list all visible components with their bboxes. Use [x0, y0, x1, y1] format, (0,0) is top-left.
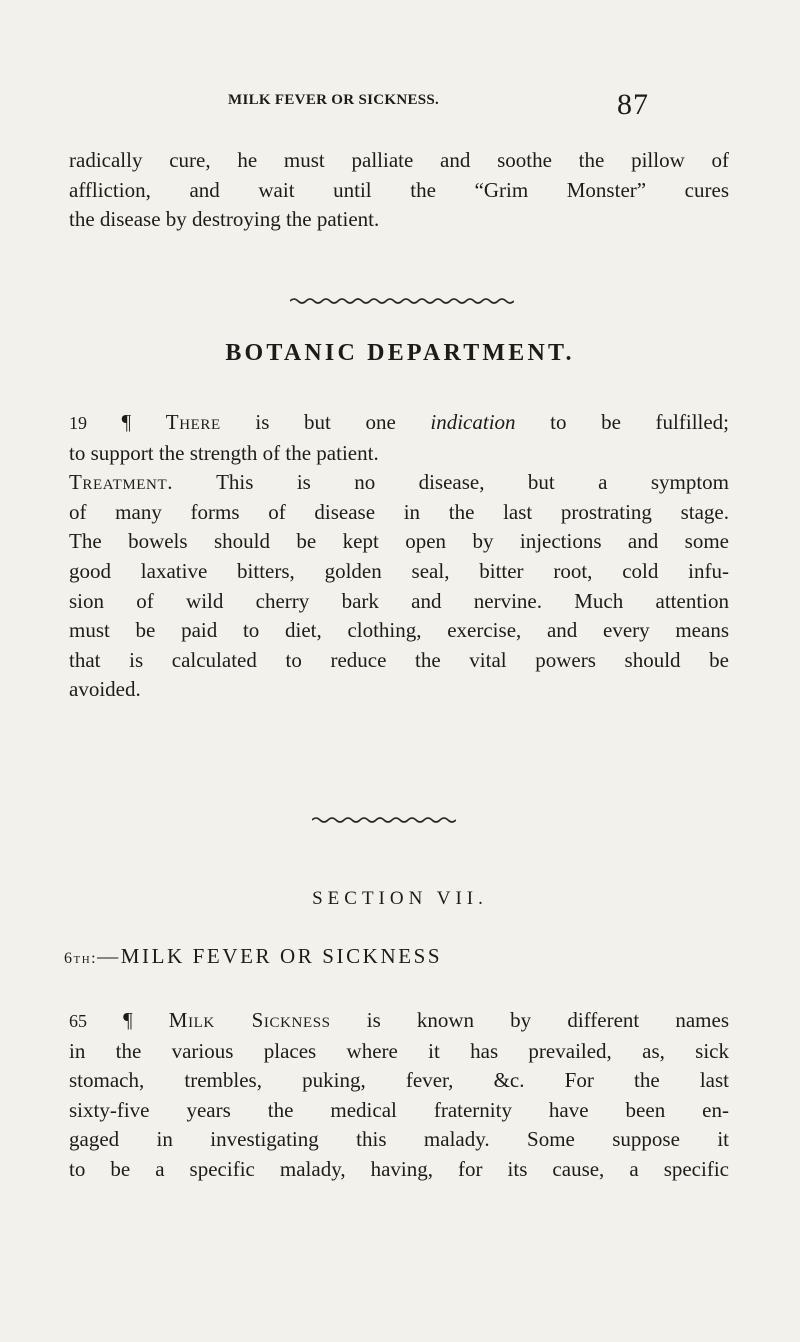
paragraph-number: 65 — [69, 1011, 87, 1031]
text-line: of many forms of disease in the last prostrating stage. — [69, 499, 729, 524]
text-line: to be a specific malady, having, for its cause, a specific — [69, 1156, 729, 1181]
chapter-subheading — [64, 944, 442, 969]
text-fragment: to be fulfilled; — [515, 410, 730, 434]
milk-sickness-paragraph — [69, 1006, 729, 1185]
running-head: MILK FEVER OR SICKNESS. — [228, 92, 440, 108]
wavy-rule-ornament — [312, 815, 456, 823]
text-line: sixty-five years the medical fraternity have been en- — [69, 1097, 729, 1122]
text-line: that is calculated to reduce the vital powers should be — [69, 647, 729, 672]
botanic-paragraph — [69, 408, 729, 705]
text-fragment: is known by different names — [330, 1008, 730, 1032]
text-line — [69, 408, 729, 439]
text-line — [69, 468, 729, 498]
text-line: affliction, and wait until the “Grim Monster” cures — [69, 177, 729, 202]
text-line: gaged in investigating this malady. Some suppose it — [69, 1127, 729, 1152]
pilcrow-mark: ¶ — [121, 410, 132, 434]
text-line: avoided. — [69, 677, 141, 702]
page-number: 87 — [617, 88, 649, 121]
text-line: radically cure, he must palliate and soothe the pillow of — [69, 148, 729, 172]
text-line: stomach, trembles, puking, fever, &c. For the last — [69, 1068, 729, 1093]
subheading-title: —MILK FEVER OR SICKNESS — [97, 944, 443, 968]
emphasis-indication: indication — [430, 410, 516, 434]
intro-paragraph — [69, 146, 729, 235]
text-line: the disease by destroying the patient. — [69, 207, 380, 232]
text-line: The bowels should be kept open by injections and some — [69, 529, 729, 554]
text-line: sion of wild cherry bark and nervine. Much attention — [69, 588, 729, 613]
text-fragment: is but one — [220, 410, 431, 434]
wavy-rule-ornament — [290, 296, 514, 304]
treatment-label: Treatment. — [69, 470, 174, 495]
subheading-prefix: 6th: — [64, 950, 98, 967]
text-fragment: This is no disease, but a symptom — [173, 470, 729, 495]
text-line: to support the strength of the patient. — [69, 440, 379, 465]
text-line: good laxative bitters, golden seal, bitter root, cold infu- — [69, 558, 729, 583]
text-line — [69, 1006, 729, 1037]
lead-words: Milk Sickness — [168, 1008, 331, 1032]
section-heading-botanic: BOTANIC DEPARTMENT. — [225, 340, 575, 366]
page-header — [0, 88, 800, 132]
text-line: in the various places where it has prevailed, as, sick — [69, 1038, 729, 1063]
pilcrow-mark: ¶ — [123, 1008, 133, 1032]
section-heading-vii: SECTION VII. — [312, 888, 488, 909]
paragraph-number: 19 — [69, 413, 87, 433]
lead-word: There — [165, 410, 221, 434]
text-line: must be paid to diet, clothing, exercise, and every means — [69, 618, 729, 643]
